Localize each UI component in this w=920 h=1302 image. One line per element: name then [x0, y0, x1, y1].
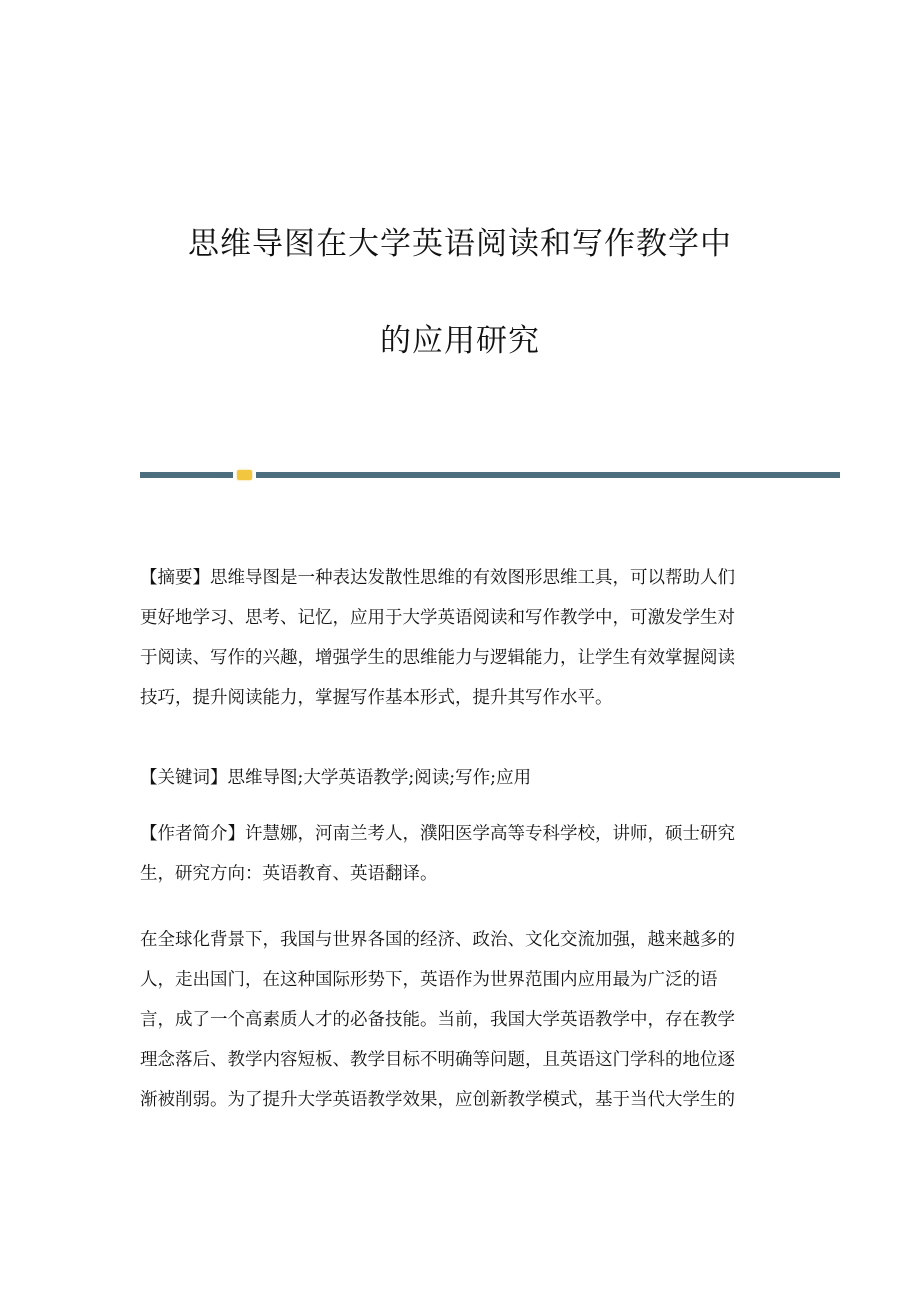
abstract-line: 技巧，提升阅读能力，掌握写作基本形式，提升其写作水平。: [140, 688, 613, 708]
body-line: 理念落后、教学内容短板、教学目标不明确等问题，且英语这门学科的地位逐: [140, 1050, 735, 1070]
abstract: [140, 558, 800, 718]
body-line: 在全球化背景下，我国与世界各国的经济、政治、文化交流加强，越来越多的: [140, 930, 735, 950]
body-line: 人，走出国门，在这种国际形势下，英语作为世界范围内应用最为广泛的语: [140, 970, 718, 990]
keywords: [140, 758, 800, 798]
body-line: 言，成了一个高素质人才的必备技能。当前，我国大学英语教学中，存在教学: [140, 1010, 735, 1030]
author-bio: [140, 814, 800, 894]
divider-left: [140, 472, 233, 478]
abstract-line: 【摘要】思维导图是一种表达发散性思维的有效图形思维工具，可以帮助人们: [140, 568, 735, 588]
title-line-2: 的应用研究: [380, 323, 540, 359]
abstract-line: 更好地学习、思考、记忆，应用于大学英语阅读和写作教学中，可激发学生对: [140, 608, 735, 628]
divider-right: [256, 472, 840, 478]
author-line: 生，研究方向：英语教育、英语翻译。: [140, 864, 438, 884]
title-line-1: 思维导图在大学英语阅读和写作教学中: [188, 226, 732, 262]
body-line: 渐被削弱。为了提升大学英语教学效果，应创新教学模式，基于当代大学生的: [140, 1090, 735, 1110]
abstract-line: 于阅读、写作的兴趣，增强学生的思维能力与逻辑能力，让学生有效掌握阅读: [140, 648, 735, 668]
divider-ornament-icon: [237, 470, 252, 480]
keywords-line: 【关键词】思维导图;大学英语教学;阅读;写作;应用: [140, 768, 532, 788]
author-line: 【作者简介】许慧娜，河南兰考人，濮阳医学高等专科学校，讲师，硕士研究: [140, 824, 735, 844]
body-paragraph: [140, 920, 800, 1120]
